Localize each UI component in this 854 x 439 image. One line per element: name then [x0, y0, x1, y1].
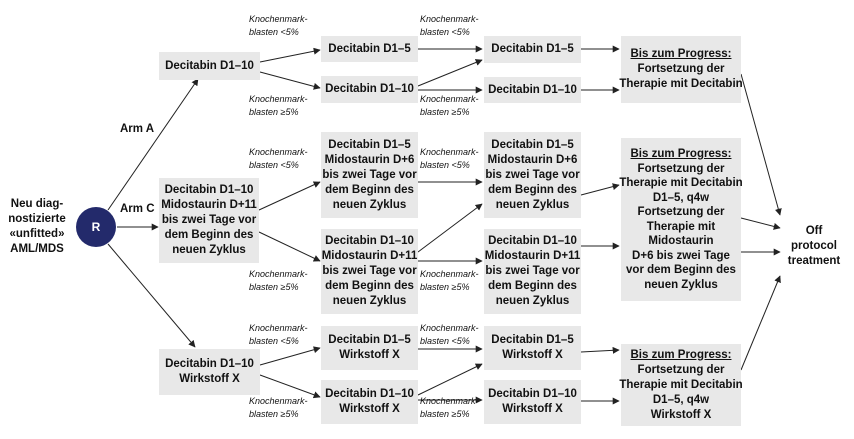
arm-c-ge5-box: Decitabin D1–10 Midostaurin D+11 bis zwei Tage vor dem Beginn des neuen Zyklus	[321, 229, 418, 314]
arrow-cont-a-to-off	[741, 74, 780, 215]
arm-c-label: Arm C	[120, 203, 155, 215]
arrow-c-ge5-to-next-lt5	[418, 204, 482, 252]
randomization-circle: R	[76, 207, 116, 247]
arm-x-next-lt5-box: Decitabin D1–5 Wirkstoff X	[484, 326, 581, 370]
arm-x-continuation-box: Bis zum Progress: Fortsetzung der Therapie mit Decitabin D1–5, q4w Wirkstoff X	[621, 344, 741, 426]
start-label: Neu diag- nostizierte «unfitted» AML/MDS	[8, 198, 66, 255]
arrow-c-start-to-lt5	[259, 182, 320, 210]
arm-c-note-next-lt5: Knochenmark- blasten <5%	[420, 147, 479, 170]
arm-a-ge5-box: Decitabin D1–10	[321, 76, 418, 103]
arm-x-note-next-lt5: Knochenmark- blasten <5%	[420, 323, 479, 346]
arm-a-note-next-ge5: Knochenmark- blasten ≥5%	[420, 94, 479, 117]
arm-c-next-lt5-box: Decitabin D1–5 Midostaurin D+6 bis zwei Tage vor dem Beginn des neuen Zyklus	[484, 132, 581, 218]
arm-a-start-box: Decitabin D1–10	[159, 52, 260, 80]
arm-a-note-ge5: Knochenmark- blasten ≥5%	[249, 94, 308, 117]
arm-x-ge5-box: Decitabin D1–10 Wirkstoff X	[321, 380, 418, 424]
arm-c-note-lt5: Knochenmark- blasten <5%	[249, 147, 308, 170]
arm-a-next-ge5-box: Decitabin D1–10	[484, 77, 581, 103]
arm-c-continuation-box: Bis zum Progress: Fortsetzung der Therapie mit Decitabin D1–5, q4w Fortsetzung der Therapie mit Midostaurin D+6 bis zwei Tage vor dem Beginn des neuen Zyklus	[621, 138, 741, 301]
arm-c-note-ge5: Knochenmark- blasten ≥5%	[249, 269, 308, 292]
arrow-cont-x-to-off	[741, 276, 780, 370]
arrow-a-start-to-ge5	[260, 72, 320, 88]
arrow-c-next-lt5-to-cont	[581, 185, 619, 195]
arm-c-next-ge5-box: Decitabin D1–10 Midostaurin D+11 bis zwei Tage vor dem Beginn des neuen Zyklus	[484, 229, 581, 314]
arrow-a-start-to-lt5	[260, 50, 320, 62]
arm-x-note-ge5: Knochenmark- blasten ≥5%	[249, 396, 308, 419]
arrow-a-ge5-to-next-lt5	[418, 60, 482, 86]
arrow-x-start-to-ge5	[260, 375, 320, 397]
arm-c-note-next-ge5: Knochenmark- blasten ≥5%	[420, 269, 479, 292]
arm-a-note-next-lt5: Knochenmark- blasten <5%	[420, 14, 479, 37]
arm-c-lt5-box: Decitabin D1–5 Midostaurin D+6 bis zwei Tage vor dem Beginn des neuen Zyklus	[321, 132, 418, 218]
arrow-x-start-to-lt5	[260, 348, 320, 365]
arrow-x-next-lt5-to-cont	[581, 350, 619, 352]
arm-x-note-lt5: Knochenmark- blasten <5%	[249, 323, 308, 346]
arm-a-continuation-box: Bis zum Progress: Fortsetzung der Therapie mit Decitabin	[621, 36, 741, 103]
arm-c-start-box: Decitabin D1–10 Midostaurin D+11 bis zwei Tage vor dem Beginn des neuen Zyklus	[159, 178, 259, 263]
arrow-c-start-to-ge5	[259, 232, 320, 261]
arm-a-next-lt5-box: Decitabin D1–5	[484, 36, 581, 63]
arm-x-next-ge5-box: Decitabin D1–10 Wirkstoff X	[484, 380, 581, 424]
off-protocol-label: Off protocol treatment	[787, 224, 841, 267]
arrow-x-ge5-to-next-lt5	[418, 364, 482, 395]
arm-x-note-next-ge5: Knochenmark- blasten ≥5%	[420, 396, 479, 419]
arm-x-lt5-box: Decitabin D1–5 Wirkstoff X	[321, 326, 418, 370]
arm-x-start-box: Decitabin D1–10 Wirkstoff X	[159, 349, 260, 395]
arm-a-lt5-box: Decitabin D1–5	[321, 36, 418, 62]
arm-a-note-lt5: Knochenmark- blasten <5%	[249, 14, 308, 37]
arm-a-label: Arm A	[120, 123, 155, 135]
arrow-cont-c-to-off	[741, 218, 780, 228]
